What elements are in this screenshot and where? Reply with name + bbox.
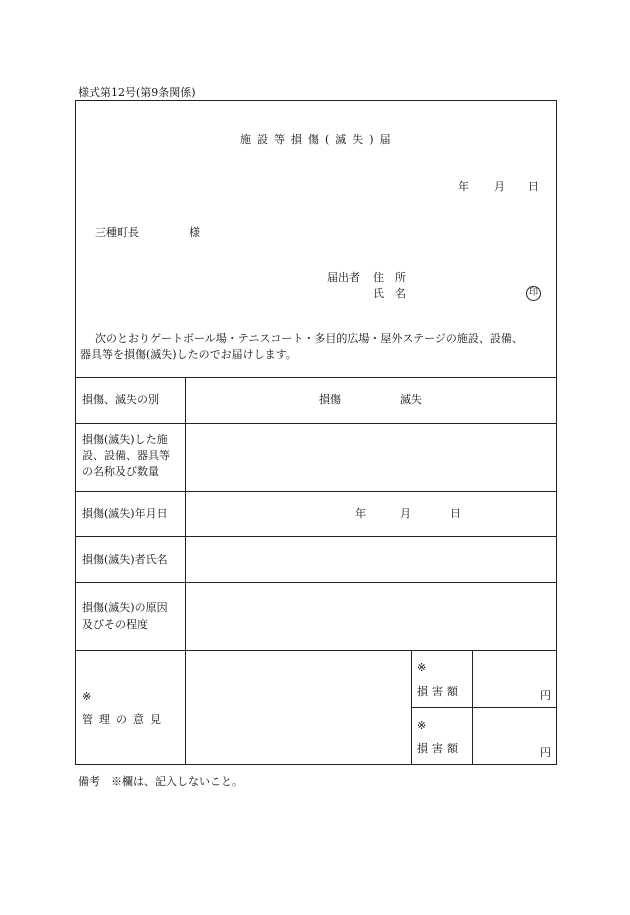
type-label: 損傷、滅失の別 xyxy=(82,393,159,406)
person-label: 損傷(滅失)者氏名 xyxy=(82,553,168,566)
damage-column-divider xyxy=(472,650,473,764)
date-row-month: 月 xyxy=(400,507,411,520)
form-number: 様式第12号(第9条関係) xyxy=(78,86,196,99)
label-column-divider xyxy=(185,377,186,764)
row-divider xyxy=(75,582,557,583)
date-row-label: 損傷(滅失)年月日 xyxy=(82,507,168,520)
yen-2: 円 xyxy=(540,746,551,759)
type-option-loss: 滅失 xyxy=(400,393,422,406)
damage-label-2: 損害額 xyxy=(417,742,462,755)
facility-label-line-1: 損傷(滅失)した施 xyxy=(82,433,168,446)
facility-label-line-3: の名称及び数量 xyxy=(82,465,159,478)
damage-divider xyxy=(411,707,556,708)
table-top-border xyxy=(75,377,557,378)
statement-line-2: 器具等を損傷(滅失)したのでお届けします。 xyxy=(80,348,297,361)
row-divider xyxy=(75,650,557,651)
date-month-label: 月 xyxy=(494,180,505,193)
yen-1: 円 xyxy=(540,689,551,702)
date-row-day: 日 xyxy=(450,507,461,520)
opinion-mark: ※ xyxy=(82,690,92,703)
applicant-label: 届出者 xyxy=(327,271,360,284)
outer-bottom-border xyxy=(75,764,557,765)
outer-top-border xyxy=(75,100,557,101)
form-title: 施設等損傷(滅失)届 xyxy=(240,133,397,146)
statement-line-1: 次のとおりゲートボール場・テニスコート・多目的広場・屋外ステージの施設、設備、 xyxy=(95,332,523,345)
outer-left-border xyxy=(75,100,76,765)
cause-label-line-2: 及びその程度 xyxy=(82,618,148,631)
addressee-honorific: 様 xyxy=(189,226,200,239)
damage-label-1: 損害額 xyxy=(417,685,462,698)
outer-right-border xyxy=(556,100,557,765)
row-divider xyxy=(75,536,557,537)
damage-mark-2: ※ xyxy=(417,719,427,732)
row-divider xyxy=(75,423,557,424)
date-row-year: 年 xyxy=(355,507,366,520)
remarks-note: 備考 ※欄は、記入しないこと。 xyxy=(78,775,243,788)
type-option-damage: 損傷 xyxy=(319,393,341,406)
applicant-name-label: 氏 名 xyxy=(373,287,406,300)
damage-mark-1: ※ xyxy=(417,661,427,674)
cause-label-line-1: 損傷(滅失)の原因 xyxy=(82,601,168,614)
date-day-label: 日 xyxy=(528,180,539,193)
opinion-label: 管理の意見 xyxy=(82,713,167,726)
facility-label-line-2: 設、設備、器具等 xyxy=(82,449,170,462)
seal-mark: 印 xyxy=(526,286,541,301)
date-year-label: 年 xyxy=(458,180,469,193)
row-divider xyxy=(75,491,557,492)
addressee-name: 三種町長 xyxy=(95,226,139,239)
opinion-column-divider xyxy=(411,650,412,764)
applicant-address-label: 住 所 xyxy=(373,271,406,284)
